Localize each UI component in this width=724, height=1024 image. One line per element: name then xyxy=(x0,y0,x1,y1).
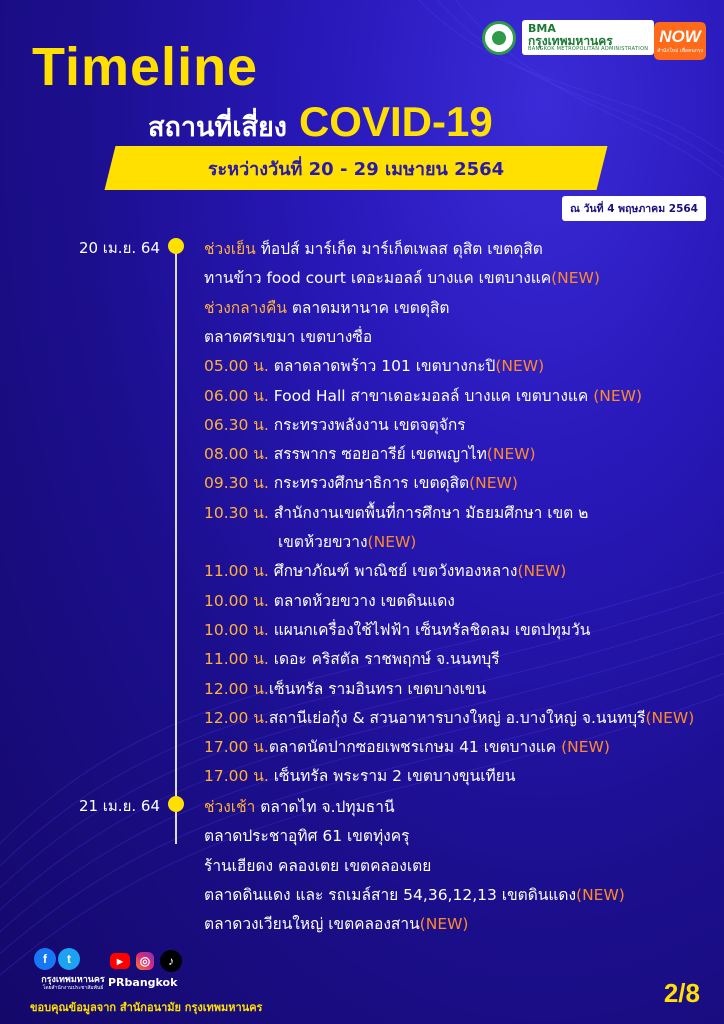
timeline-entry xyxy=(204,823,409,848)
timeline-entry xyxy=(204,353,544,378)
timeline-entry xyxy=(204,265,600,290)
tiktok-icon[interactable]: ♪ xyxy=(160,950,182,972)
entry-place: ตลาดดินแดง และ รถเมล์สาย 54,36,12,13 เขตดินแดง xyxy=(204,885,577,904)
date-range-text: ระหว่างวันที่ 20 - 29 เมษายน 2564 xyxy=(207,158,505,180)
new-tag: (NEW) xyxy=(495,357,545,376)
new-tag: (NEW) xyxy=(645,708,695,727)
facebook-icon[interactable]: f xyxy=(34,948,56,970)
new-tag: (NEW) xyxy=(419,915,469,934)
entry-place: ศึกษาภัณฑ์ พาณิชย์ เขตวังทองหลาง xyxy=(268,562,518,581)
entry-place: แผนกเครื่องใช้ไฟฟ้า เซ็นทรัลชิดลม เขตปทุมวัน xyxy=(268,620,591,639)
timeline-entry xyxy=(204,705,694,730)
timeline-entry xyxy=(204,324,372,349)
data-credit: ขอบคุณข้อมูลจาก สำนักอนามัย กรุงเทพมหานคร xyxy=(30,1001,263,1014)
entry-time: 06.30 น. xyxy=(204,415,269,434)
subtitle-thai: สถานที่เสี่ยง xyxy=(148,112,287,143)
entry-time: 06.00 น. xyxy=(204,386,269,405)
entry-time: ช่วงเช้า xyxy=(204,798,256,816)
timeline-date: 20 เม.ย. 64 xyxy=(78,239,160,257)
entry-time: 12.00 น. xyxy=(204,708,269,727)
timeline-entry xyxy=(204,794,395,819)
entry-time: 10.00 น. xyxy=(204,591,269,610)
timeline-dot-icon xyxy=(168,238,184,254)
entry-place: ตลาดประชาอุทิศ 61 เขตทุ่งครุ xyxy=(204,827,410,846)
entry-time: ช่วงกลางคืน xyxy=(204,298,287,317)
new-tag: (NEW) xyxy=(486,445,536,464)
entry-place: ตลาดวงเวียนใหญ่ เขตคลองสาน xyxy=(204,915,420,934)
entry-place: Food Hall สาขาเดอะมอลล์ บางแค เขตบางแค xyxy=(268,386,594,405)
timeline-entry xyxy=(204,383,642,408)
timeline-entry xyxy=(278,529,416,554)
page-number: 2/8 xyxy=(663,978,700,1008)
timeline-dot-icon xyxy=(168,796,184,812)
social-left-icons xyxy=(34,948,82,970)
entry-place: ร้านเฮียตง คลองเตย เขตคลองเตย xyxy=(204,856,432,875)
as-of-date-badge: ณ วันที่ 4 พฤษภาคม 2564 xyxy=(562,196,706,221)
timeline-entry xyxy=(204,236,543,261)
new-tag: (NEW) xyxy=(561,738,610,757)
timeline-entry xyxy=(204,588,455,613)
entry-place: เซ็นทรัล พระราม 2 เขตบางขุนเทียน xyxy=(268,767,516,786)
social-left-label: กรุงเทพมหานคร xyxy=(41,975,105,985)
entry-time: 10.00 น. xyxy=(204,620,269,639)
social-right-label: PRbangkok xyxy=(108,976,178,989)
entry-place: เซ็นทรัล รามอินทรา เขตบางเขน xyxy=(268,679,487,698)
timeline-entry xyxy=(204,412,466,437)
timeline-entry xyxy=(204,734,610,759)
entry-place: ทานข้าว food court เดอะมอลล์ บางแค เขตบางแค xyxy=(204,269,552,288)
entry-place: ตลาดมหานาค เขตดุสิต xyxy=(286,298,450,317)
entry-place: เขตห้วยขวาง xyxy=(278,533,368,551)
timeline-entry xyxy=(204,911,468,936)
timeline-entry xyxy=(204,500,588,525)
entry-time: 11.00 น. xyxy=(204,650,269,669)
timeline-entry xyxy=(204,676,486,701)
entry-place: ตลาดไท จ.ปทุมธานี xyxy=(255,798,395,816)
timeline-entry xyxy=(204,646,500,671)
bma-seal-icon xyxy=(482,21,516,55)
new-tag: (NEW) xyxy=(469,474,518,493)
new-tag: (NEW) xyxy=(517,562,567,581)
bma-wordmark: BMA กรุงเทพมหานคร BANGKOK METROPOLITAN ADMINISTRATION xyxy=(522,20,654,55)
entry-time: 17.00 น. xyxy=(204,767,269,786)
entry-place: ตลาดศรเขมา เขตบางซื่อ xyxy=(204,327,373,346)
entry-time: 12.00 น. xyxy=(204,679,269,698)
entry-time: 17.00 น. xyxy=(204,738,269,757)
date-range-banner xyxy=(105,146,608,190)
entry-place: สรรพากร ซอยอารีย์ เขตพญาไท xyxy=(268,445,487,464)
entry-place: ตลาดนัดปากซอยเพชรเกษม 41 เขตบางแค xyxy=(268,738,562,757)
timeline-entry xyxy=(204,295,449,320)
timeline-entry xyxy=(204,763,515,788)
entry-place: เดอะ คริสตัล ราชพฤกษ์ จ.นนทบุรี xyxy=(268,650,500,669)
new-tag: (NEW) xyxy=(593,386,643,405)
subtitle-covid: COVID-19 xyxy=(298,98,493,145)
entry-time: 05.00 น. xyxy=(204,357,269,376)
social-left-sublabel: โดยสำนักงานประชาสัมพันธ์ xyxy=(42,985,104,991)
page-subtitle xyxy=(148,98,493,148)
entry-time: 08.00 น. xyxy=(204,445,269,464)
entry-place: ท็อปส์ มาร์เก็ต มาร์เก็ตเพลส ดุสิต เขตดุสิต xyxy=(255,240,543,258)
timeline-entry xyxy=(204,441,536,466)
bma-logo xyxy=(482,20,654,55)
entry-time: 11.00 น. xyxy=(204,562,269,581)
now-logo: NOW สำนักใหม่ เพื่อคนกรุง xyxy=(654,22,706,60)
new-tag: (NEW) xyxy=(576,885,625,904)
entry-place: สถานีเย่อกุ้ง & สวนอาหารบางใหญ่ อ.บางใหญ่ จ.นนทบุรี xyxy=(268,708,646,727)
new-tag: (NEW) xyxy=(551,269,600,288)
new-tag: (NEW) xyxy=(367,533,417,551)
entry-place: กระทรวงศึกษาธิการ เขตดุสิต xyxy=(268,474,470,493)
timeline-entry xyxy=(204,558,566,583)
entry-time: 10.30 น. xyxy=(204,503,269,522)
entry-place: ตลาดห้วยขวาง เขตดินแดง xyxy=(268,591,455,610)
timeline-entry xyxy=(204,853,431,878)
twitter-icon[interactable]: t xyxy=(58,948,80,970)
entry-place: กระทรวงพลังงาน เขตจตุจักร xyxy=(268,415,466,434)
timeline-entry xyxy=(204,470,518,495)
entry-time: 09.30 น. xyxy=(204,474,269,493)
timeline-entry xyxy=(204,882,625,907)
social-right-icons xyxy=(110,950,184,972)
timeline-entry xyxy=(204,617,590,642)
youtube-icon[interactable]: ▶ xyxy=(110,953,130,969)
entry-time: ช่วงเย็น xyxy=(204,240,256,258)
page-title: Timeline xyxy=(32,37,259,97)
timeline-date: 21 เม.ย. 64 xyxy=(78,797,160,815)
timeline-axis xyxy=(175,244,177,844)
entry-place: ตลาดลาดพร้าว 101 เขตบางกะปิ xyxy=(268,357,496,376)
entry-place: สำนักงานเขตพื้นที่การศึกษา มัธยมศึกษา เขต ๒ xyxy=(268,503,589,522)
instagram-icon[interactable]: ◎ xyxy=(136,952,154,970)
